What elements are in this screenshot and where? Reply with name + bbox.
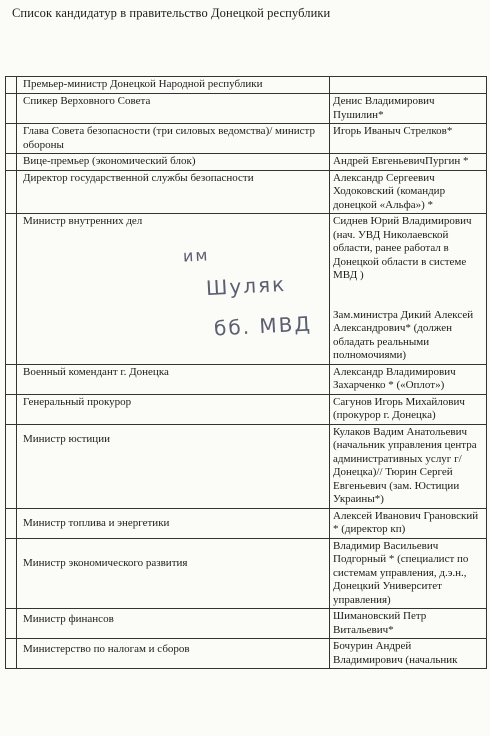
row-number-cell <box>6 639 17 669</box>
table-row <box>6 609 487 639</box>
row-number-cell <box>6 77 17 94</box>
document-title: Список кандидатур в правительство Донецкой республики <box>12 6 331 20</box>
candidate-cell: Кулаков Вадим Анатольевич (начальник управления центра административных услуг г/Донецка)// Тюрин Сергей Евгеньевич (зам. Юстиции Украины*) <box>330 424 487 508</box>
candidate-cell: Шимановский Петр Витальевич* <box>330 609 487 639</box>
row-number-cell <box>6 394 17 424</box>
candidate-cell: Александр Владимирович Захарченко * («Оплот») <box>330 364 487 394</box>
table-row <box>6 639 487 669</box>
position-cell: Премьер-министр Донецкой Народной республики <box>17 77 330 94</box>
table-row <box>6 508 487 538</box>
row-number-cell <box>6 364 17 394</box>
row-number-cell <box>6 170 17 214</box>
table-row <box>6 154 487 171</box>
candidate-cell: Бочурин Андрей Владимирович (начальник <box>330 639 487 669</box>
position-cell: Директор государственной службы безопасности <box>17 170 330 214</box>
candidate-cell: Алексей Иванович Грановский * (директор кп) <box>330 508 487 538</box>
candidate-cell: Денис Владимирович Пушилин* <box>330 94 487 124</box>
position-cell: Министерство по налогам и сборов <box>17 639 330 669</box>
row-number-cell <box>6 609 17 639</box>
candidate-cell: Игорь Иваныч Стрелков* <box>330 124 487 154</box>
handwritten-note-line3: бб. МВД <box>213 311 313 341</box>
handwritten-note-line1: им <box>182 245 210 266</box>
position-cell: Министр финансов <box>17 609 330 639</box>
table-row <box>6 364 487 394</box>
position-cell: Военный комендант г. Донецка <box>17 364 330 394</box>
table-row <box>6 124 487 154</box>
position-cell: Министр внутренних дел <box>17 214 330 365</box>
row-number-cell <box>6 538 17 609</box>
table-row <box>6 394 487 424</box>
row-number-cell <box>6 94 17 124</box>
candidates-table <box>5 76 487 669</box>
table-row <box>6 94 487 124</box>
position-cell: Спикер Верховного Совета <box>17 94 330 124</box>
handwritten-note-line2: Шуляк <box>205 271 287 301</box>
table-header-row <box>6 77 487 94</box>
candidate-cell: Андрей ЕвгеньевичПургин * <box>330 154 487 171</box>
position-cell: Министр экономического развития <box>17 538 330 609</box>
row-number-cell <box>6 508 17 538</box>
position-cell: Министр топлива и энергетики <box>17 508 330 538</box>
candidate-cell: Владимир Васильевич Подгорный * (специалист по системам управления, д.э.н., Донецкий Университет управления) <box>330 538 487 609</box>
candidate-cell <box>330 214 487 365</box>
candidate-cell: Александр Сергеевич Ходоковский (командир донецкой «Альфа») * <box>330 170 487 214</box>
table-row <box>6 424 487 508</box>
candidate-primary: Сиднев Юрий Владимирович (нач. УВД Николаевской области, ранее работал в Донецкой области в системе МВД ) <box>333 215 472 281</box>
position-cell: Вице-премьер (экономический блок) <box>17 154 330 171</box>
position-cell: Министр юстиции <box>17 424 330 508</box>
candidate-cell <box>330 77 487 94</box>
table-row <box>6 538 487 609</box>
row-number-cell <box>6 214 17 365</box>
position-cell: Генеральный прокурор <box>17 394 330 424</box>
candidate-cell: Сагунов Игорь Михайлович (прокурор г. Донецка) <box>330 394 487 424</box>
row-number-cell <box>6 424 17 508</box>
row-number-cell <box>6 154 17 171</box>
candidates-table-container <box>5 76 487 736</box>
candidate-deputy: Зам.министра Дикий Алексей Александрович* (должен обладать реальными полномочиями) <box>333 308 474 361</box>
row-number-cell <box>6 124 17 154</box>
position-cell: Глава Совета безопасности (три силовых ведомства)/ министр обороны <box>17 124 330 154</box>
table-row <box>6 170 487 214</box>
